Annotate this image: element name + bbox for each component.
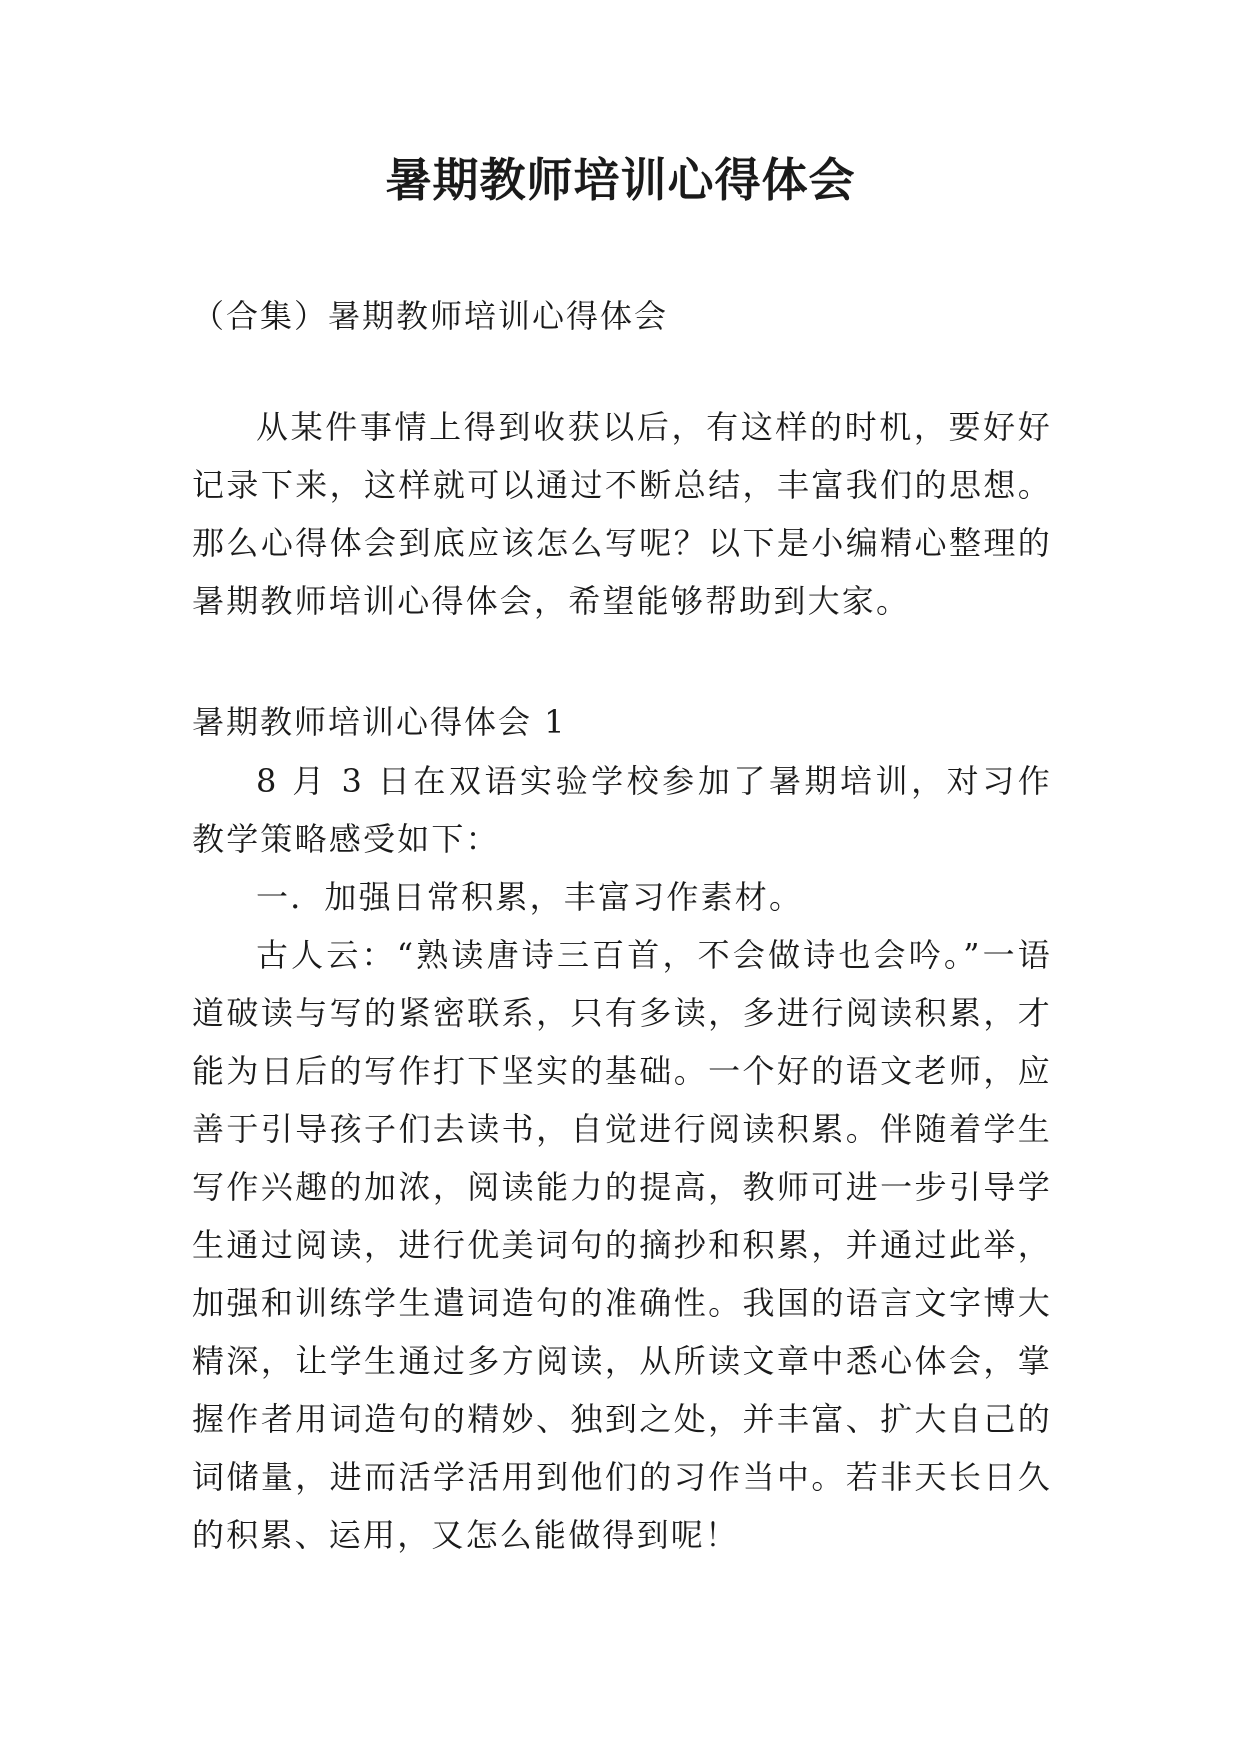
body-paragraph-point-one: 一．加强日常积累，丰富习作素材。 [256, 878, 804, 916]
section-body [192, 752, 1052, 1564]
intro-paragraph: 从某件事情上得到收获以后，有这样的时机，要好好记录下来，这样就可以通过不断总结，丰富我们的思想。那么心得体会到底应该怎么写呢？以下是小编精心整理的暑期教师培训心得体会，希望能够帮助到大家。 [192, 408, 1052, 620]
section-heading: 暑期教师培训心得体会 1 [192, 703, 567, 741]
document-title: 暑期教师培训心得体会 [385, 153, 856, 207]
body-paragraph-date: 8 月 3 日在双语实验学校参加了暑期培训，对习作教学策略感受如下： [192, 762, 1052, 858]
document-subtitle: （合集）暑期教师培训心得体会 [192, 297, 669, 335]
body-paragraph-quote: 古人云：“熟读唐诗三百首，不会做诗也会吟。”一语道破读与写的紧密联系，只有多读，多进行阅读积累，才能为日后的写作打下坚实的基础。一个好的语文老师，应善于引导孩子们去读书，自觉进行阅读积累。伴随着学生写作兴趣的加浓，阅读能力的提高，教师可进一步引导学生通过阅读，进行优美词句的摘抄和积累，并通过此举，加强和训练学生遣词造句的准确性。我国的语言文字博大精深，让学生通过多方阅读，从所读文章中悉心体会，掌握作者用词造句的精妙、独到之处，并丰富、扩大自己的词储量，进而活学活用到他们的习作当中。若非天长日久的积累、运用，又怎么能做得到呢！ [192, 936, 1052, 1554]
intro-block [192, 398, 1052, 630]
